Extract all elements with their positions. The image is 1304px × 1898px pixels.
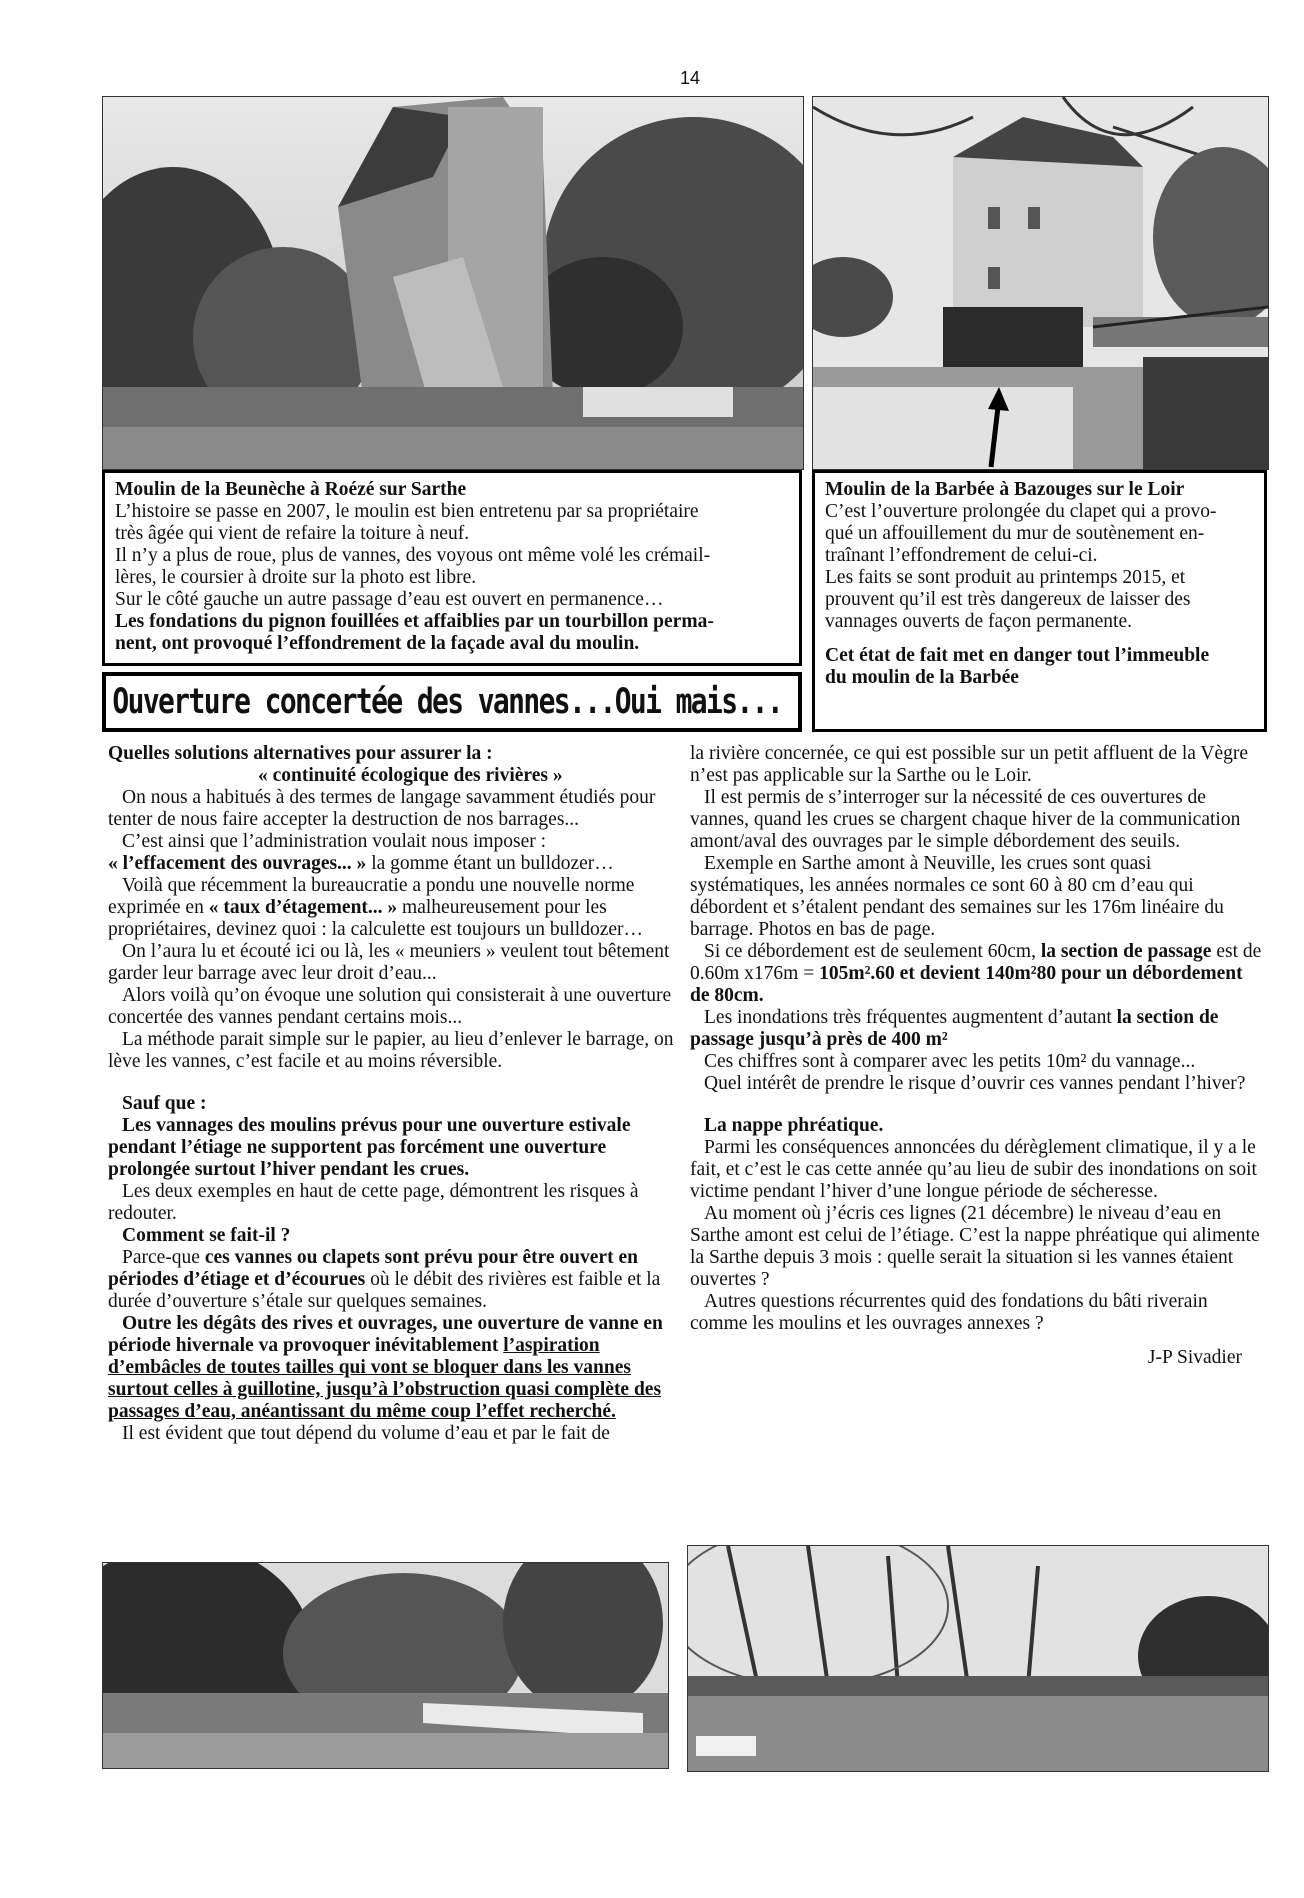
- caption-line-bold: Les fondations du pignon fouillées et affaiblies par un tourbillon perma-: [115, 611, 714, 632]
- paragraph: Quel intérêt de prendre le risque d’ouvrir ces vannes pendant l’hiver?: [704, 1073, 1246, 1094]
- caption-title: Moulin de la Beunèche à Roézé sur Sarthe: [115, 479, 467, 500]
- bold-text: « taux d’étagement... »: [208, 897, 398, 918]
- caption-line: vannages ouverts de façon permanente.: [825, 611, 1132, 632]
- caption-line: Sur le côté gauche un autre passage d’eau est ouvert en permanence…: [115, 589, 664, 610]
- paragraph: On l’aura lu et écouté ici ou là, les « meuniers » veulent tout bêtement garder leur barrage avec leur droit d’eau...: [108, 941, 670, 984]
- paragraph: [108, 1313, 678, 1423]
- caption-line-bold: du moulin de la Barbée: [825, 667, 1019, 688]
- caption-line: Les faits se sont produit au printemps 2015, et: [825, 567, 1186, 588]
- text: la gomme étant un bulldozer…: [366, 853, 614, 874]
- question-line: « continuité écologique des rivières »: [258, 765, 563, 786]
- paragraph: [690, 1007, 1262, 1051]
- paragraph: [108, 875, 678, 941]
- subheading: La nappe phréatique.: [704, 1115, 884, 1136]
- question-line: Quelles solutions alternatives pour assurer la :: [108, 743, 493, 764]
- right-column: [690, 743, 1262, 1369]
- signature: J-P Sivadier: [1147, 1347, 1242, 1368]
- caption-line: très âgée qui vient de refaire la toiture à neuf.: [115, 523, 470, 544]
- caption-line: C’est l’ouverture prolongée du clapet qui a provo-: [825, 501, 1217, 522]
- bold-text: Outre les dégâts des rives et ouvrages, une ouverture de vanne en période hivernale va provoquer inévitablement: [108, 1313, 663, 1356]
- text: Voilà que récemment la bureaucratie a pondu une nouvelle norme exprimée en: [108, 875, 635, 918]
- text: Si ce débordement est de seulement 60cm,: [704, 941, 1041, 962]
- text: Les inondations très fréquentes augmentent d’autant: [704, 1007, 1117, 1028]
- caption-line: qué un affouillement du mur de soutènement en-: [825, 523, 1205, 544]
- photo-collapsed-mill: [102, 96, 804, 470]
- subheading: Comment se fait-il ?: [122, 1225, 291, 1246]
- paragraph-bold: Les vannages des moulins prévus pour une ouverture estivale pendant l’étiage ne supportent pas forcément une ouverture prolongée surtout l’hiver pendant les crues.: [108, 1115, 631, 1180]
- caption-barbee: [812, 470, 1267, 732]
- bold-text: la section de passage: [1040, 941, 1212, 962]
- bold-text: « l’effacement des ouvrages... »: [108, 853, 367, 874]
- caption-line: prouvent qu’il est très dangereux de laisser des: [825, 589, 1191, 610]
- caption-line: L’histoire se passe en 2007, le moulin est bien entretenu par sa propriétaire: [115, 501, 699, 522]
- paragraph: Parmi les conséquences annoncées du dérèglement climatique, il y a le fait, et c’est le cas cette année qu’au lieu de subir des inondations on soit victime pendant l’hiver d’une longue période de sécheresse.: [690, 1137, 1257, 1202]
- caption-line-bold: nent, ont provoqué l’effondrement de la façade aval du moulin.: [115, 633, 640, 654]
- caption-line: lères, le coursier à droite sur la photo est libre.: [115, 567, 477, 588]
- headline-box: [102, 672, 802, 732]
- paragraph: Au moment où j’écris ces lignes (21 décembre) le niveau d’eau en Sarthe amont est celui de l’étiage. C’est la nappe phréatique qui alimente la Sarthe depuis 3 mois : quelle serait la situation si les vannes étaient ouvertes ?: [690, 1203, 1260, 1290]
- bold-text: la section de passage jusqu’à près de 400 m²: [690, 1007, 1219, 1050]
- paragraph: [690, 941, 1262, 1007]
- caption-line: traînant l’effondrement de celui-ci.: [825, 545, 1098, 566]
- paragraph: Autres questions récurrentes quid des fondations du bâti riverain comme les moulins et les ouvrages annexes ?: [690, 1291, 1208, 1334]
- paragraph: Ces chiffres sont à comparer avec les petits 10m² du vannage...: [704, 1051, 1196, 1072]
- text: est de 0.60m x176m =: [690, 941, 1262, 984]
- paragraph: Les deux exemples en haut de cette page, démontrent les risques à redouter.: [108, 1181, 639, 1224]
- caption-line-bold: Cet état de fait met en danger tout l’immeuble: [825, 645, 1210, 666]
- caption-line: Il n’y a plus de roue, plus de vannes, des voyous ont même volé les crémail-: [115, 545, 711, 566]
- paragraph: C’est ainsi que l’administration voulait nous imposer :: [122, 831, 547, 852]
- photo-mill-barbee: [812, 96, 1269, 470]
- paragraph: [108, 1247, 678, 1313]
- bold-text: ces vannes ou clapets sont prévu pour être ouvert en périodes d’étiage et d’écourues: [108, 1247, 638, 1290]
- paragraph: Il est évident que tout dépend du volume d’eau et par le fait de: [122, 1423, 610, 1444]
- paragraph: On nous a habitués à des termes de langage savamment étudiés pour tenter de nous faire accepter la destruction de nos barrages...: [108, 787, 656, 830]
- caption-beuneche: [102, 470, 802, 666]
- left-column: [108, 743, 678, 1445]
- headline: Ouverture concertée des vannes...Oui mais...: [112, 682, 783, 722]
- paragraph: Alors voilà qu’on évoque une solution qui consisterait à une ouverture concertée des vannes pendant certains mois...: [108, 985, 672, 1028]
- photo-weir-neuville: [102, 1562, 669, 1769]
- photo-river-neuville: [687, 1545, 1269, 1772]
- caption-title: Moulin de la Barbée à Bazouges sur le Loir: [825, 479, 1185, 500]
- page-number: 14: [680, 68, 701, 88]
- paragraph: La méthode parait simple sur le papier, au lieu d’enlever le barrage, on lève les vannes, c’est facile et au moins réversible.: [108, 1029, 674, 1072]
- paragraph: Exemple en Sarthe amont à Neuville, les crues sont quasi systématiques, les années normales ce sont 60 à 80 cm d’eau qui débordent et s’étalent pendant des semaines sur les 176m linéaire du barrage. Photos en bas de page.: [690, 853, 1224, 940]
- text: où le débit des rivières est faible et la durée d’ouverture s’étale sur quelques semaines.: [108, 1269, 661, 1312]
- subheading: Sauf que :: [122, 1093, 207, 1114]
- text: Parce-que: [122, 1247, 205, 1268]
- bold-text: 105m².60 et devient 140m²80 pour un débordement de 80cm.: [690, 963, 1243, 1006]
- text: malheureusement pour les propriétaires, devinez quoi : la calculette est toujours un bulldozer…: [108, 897, 643, 940]
- paragraph: Il est permis de s’interroger sur la nécessité de ces ouvertures de vannes, quand les crues se chargent chaque hiver de la communication amont/aval des ouvrages par le simple débordement des seuils.: [690, 787, 1241, 852]
- underlined-text: l’aspiration d’embâcles de toutes tailles qui vont se bloquer dans les vannes surtout celles à guillotine, jusqu’à l’obstruction quasi complète des passages d’eau, anéantissant du même coup l’effet recherché.: [108, 1335, 662, 1422]
- paragraph: [108, 853, 678, 875]
- paragraph: la rivière concernée, ce qui est possible sur un petit affluent de la Vègre n’est pas applicable sur la Sarthe ou le Loir.: [690, 743, 1249, 786]
